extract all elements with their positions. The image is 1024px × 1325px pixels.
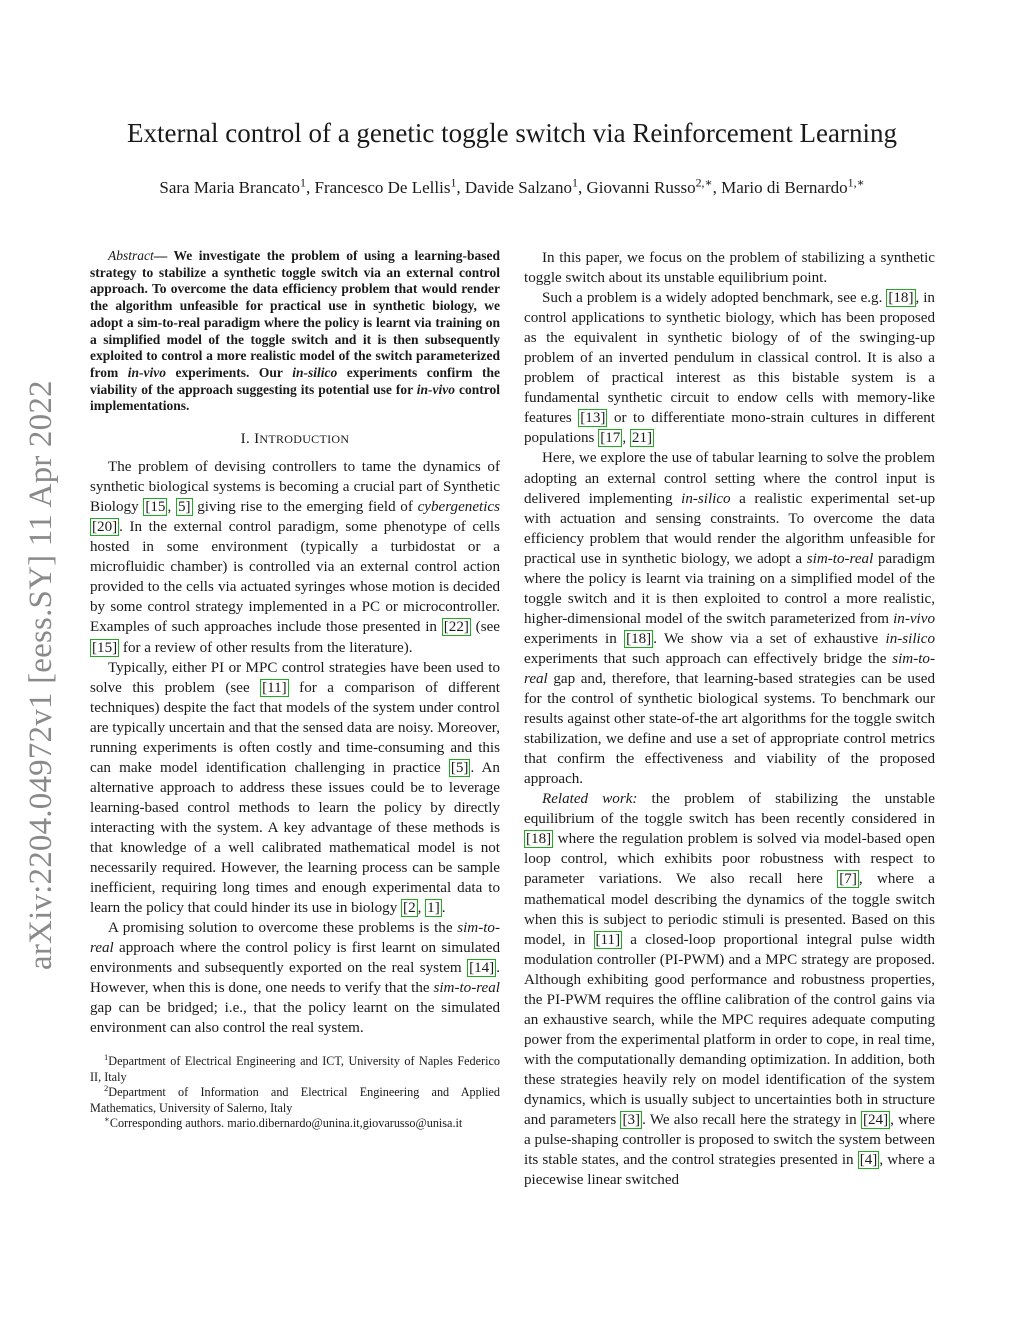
author-name: Sara Maria Brancato bbox=[159, 178, 301, 197]
author-affiliation-mark: 1,∗ bbox=[847, 175, 865, 190]
section-numeral: I. bbox=[240, 431, 255, 448]
citation-link[interactable]: [24] bbox=[862, 1112, 889, 1129]
footnotes bbox=[90, 1054, 500, 1131]
citation-link[interactable]: 1] bbox=[427, 900, 440, 917]
author-affiliation-mark: 1 bbox=[572, 175, 578, 190]
abstract-label: Abstract bbox=[108, 248, 154, 263]
right-column bbox=[524, 248, 935, 1190]
author-affiliation-mark: 1 bbox=[300, 175, 306, 190]
citation-link[interactable]: [4] bbox=[859, 1152, 878, 1169]
citation-link[interactable]: 21] bbox=[631, 430, 653, 447]
citation-link[interactable]: [11] bbox=[595, 931, 621, 948]
paper-title: External control of a genetic toggle switch via Reinforcement Learning bbox=[127, 118, 897, 148]
intro-paragraph-6: Here, we explore the use of tabular learning to solve the problem adopting an external control setting where the control input is delivered implementing in-silico a realistic experimental set-up with actuation and sensing constraints. To overcome the data efficiency problem that would render the algorithm unfeasible for practical use in synthetic biology, we adopt a sim-to-real paradigm where the policy is learnt via training on a simplified model of the toggle switch and it is then exploited to control a more realistic, higher-dimensional model of the switch parameterized from in-vivo experiments in [18] . We show via a set of exhaustive in-silico experiments that such approach can effectively bridge the sim-to-real gap and, therefore, that learning-based strategies can be used for the control of synthetic biological systems. To benchmark our results against other state-of-the art algorithms for the toggle switch stabilization, we define and use a set of appropriate control metrics that confirm the effectiveness and viability of the proposed approach. bbox=[524, 450, 935, 788]
citation-link[interactable]: [18] bbox=[626, 630, 652, 647]
related-work-paragraph: Related work: the problem of stabilizing the unstable equilibrium of the toggle switch has been recently considered in [18] where the regulation problem is solved via model-based open loop control, which exhibits poor robustness with respect to parameter variations. We also recall here [7] , where a mathematical model describing the dynamics of the toggle switch when this is subject to periodic stimuli is presented. Based on this model, in [11] a closed-loop proportional integral pulse width modulation controller (PI-PWM) and a MPC strategy are proposed. Although exhibiting good performance and robustness properties, the PI-PWM requires the offline calibration of the control gains via an exhaustive search, while the MPC requires adequate computing power from the experimental platform in order to cope, in real time, with the computationally demanding optimization. In addition, both these strategies heavily rely on model identification of the system dynamics, which is usually subject to uncertainties both in structure and parameters [3] . We also recall here the strategy in [24] , where a pulse-shaping controller is proposed to switch the system between its stable states, and the control strategies presented in [4] , where a piecewise linear switched bbox=[524, 791, 935, 1189]
related-work-label: Related work: bbox=[542, 791, 638, 808]
footnote-mark: ∗ bbox=[104, 1114, 110, 1124]
citation-link[interactable]: [7] bbox=[839, 871, 857, 888]
author-name: Giovanni Russo bbox=[586, 178, 696, 197]
citation-link[interactable]: [17 bbox=[600, 430, 621, 447]
author-affiliation-mark: 1 bbox=[450, 175, 457, 190]
abstract-paragraph bbox=[90, 248, 500, 415]
citation-link[interactable]: [11] bbox=[262, 679, 287, 696]
citation-link[interactable]: [13] bbox=[580, 410, 606, 427]
left-column bbox=[90, 248, 500, 1131]
citation-link[interactable]: [22] bbox=[443, 619, 469, 636]
citation-link[interactable]: [15 bbox=[145, 499, 166, 516]
citation-link[interactable]: [15] bbox=[92, 639, 118, 656]
footnote-mark: 1 bbox=[104, 1052, 109, 1063]
author-name: Francesco De Lellis bbox=[314, 178, 451, 197]
arxiv-identifier: arXiv:2204.04972v1 [eess.SY] 11 Apr 2022 bbox=[23, 380, 59, 970]
citation-link[interactable]: [20] bbox=[92, 519, 118, 536]
section-title-rest: NTRODUCTION bbox=[259, 432, 350, 447]
section-title-initial: I bbox=[254, 431, 260, 448]
footnote-mark: 2 bbox=[104, 1083, 109, 1094]
abstract-text: control implementations. bbox=[90, 381, 500, 414]
intro-paragraph-3: A promising solution to overcome these problems is the sim-to-real approach where the control policy is first learnt on simulated environments and subsequently exported on the real system [14] . However, when this is done, one needs to verify that the sim-to-real gap can be bridged; i.e., that the policy learnt on the simulated environment can also control the real system. bbox=[90, 920, 500, 1037]
intro-paragraph-1: The problem of devising controllers to tame the dynamics of synthetic biological systems is becoming a crucial part of Synthetic Biology [15 , 5] giving rise to the emerging field of cybergenetics [20] . In the external control paradigm, some phenotype of cells hosted in some environment (typically a turbidostat or a microfluidic chamber) is controlled via an external control action provided to the cells via actuated syringes whose motion is decided by some control strategy implemented in a PC or microcontroller. Examples of such approaches include those presented in [22] (see [15] for a review of other results from the literature). bbox=[90, 459, 500, 656]
citation-link[interactable]: [18] bbox=[888, 290, 914, 307]
abstract-emphasis: in-vivo bbox=[127, 364, 167, 380]
abstract bbox=[90, 248, 500, 415]
abstract-text: experiments. Our bbox=[166, 364, 293, 380]
citation-link[interactable]: [2 bbox=[403, 900, 416, 917]
intro-paragraph-2: Typically, either PI or MPC control strategies have been used to solve this problem (see [11] for a comparison of different techniques) despite the fact that models of the system under control are typically uncertain and that the sensed data are noisy. Moreover, running experiments is often costly and time-consuming and this can make model identification challenging in practice [5] . An alternative approach to address these issues could be to leverage learning-based control methods to learn the policy by directly interacting with the system. A key advantage of these methods is that knowledge of a well calibrated mathematical model is not necessarily required. However, the learning process can be sample inefficient, requiring long times and enough experimental data to learn the policy that could hinder its use in biology [2 , 1] . bbox=[90, 659, 500, 917]
footnote-affiliation-1: $^1$Department of Electrical Engineering and ICT, University of Naples Federico II, Italy bbox=[90, 1052, 500, 1084]
abstract-emphasis: in-vivo bbox=[416, 381, 456, 397]
intro-paragraph-4: In this paper, we focus on the problem of stabilizing a synthetic toggle switch about its unstable equilibrium point. bbox=[524, 250, 935, 287]
footnote-affiliation-2: $^2$Department of Information and Electrical Engineering and Applied Mathematics, University of Salerno, Italy bbox=[90, 1083, 500, 1115]
citation-link[interactable]: [14] bbox=[469, 960, 495, 977]
citation-link[interactable]: [5] bbox=[450, 759, 469, 776]
author-name: Davide Salzano bbox=[464, 178, 573, 197]
author-affiliation-mark: 2,∗ bbox=[695, 175, 713, 190]
abstract-text: experiments confirm the viability of the approach suggesting its potential use for bbox=[90, 364, 500, 397]
abstract-emphasis: in-silico bbox=[292, 364, 338, 380]
intro-paragraph-5: Such a problem is a widely adopted benchmark, see e.g. [18] , in control applications to synthetic biology, which has been proposed as the equivalent in synthetic biology of of the swinging-up problem of an inverted pendulum in classical control. It is also a problem of practical interest as this bistable system is a fundamental synthetic circuit to endow cells with memory-like features [13] or to differentiate mono-strain cultures in different populations [17 , 21] bbox=[524, 290, 935, 447]
citation-link[interactable]: [18] bbox=[526, 831, 552, 848]
section-heading-introduction bbox=[90, 429, 500, 449]
citation-link[interactable]: 5] bbox=[177, 499, 191, 516]
citation-link[interactable]: [3] bbox=[622, 1112, 641, 1129]
abstract-dash: — bbox=[153, 248, 174, 263]
author-name: Mario di Bernardo bbox=[721, 178, 848, 197]
footnote-corresponding: ∗Corresponding authors. mario.dibernardo@unina.it,giovarusso@unisa.it bbox=[104, 1114, 463, 1131]
author-list: Sara Maria Brancato$^1$, Francesco De Lellis$^1$, Davide Salzano$^1$, Giovanni Russo$^{2,∗}$, Mario di Bernardo$^{1,∗}$ bbox=[159, 175, 865, 197]
abstract-text: We investigate the problem of using a learning-based strategy to stabilize a synthetic toggle switch via an external control approach. To overcome the data efficiency problem that would render the algorithm unfeasible for practical use in synthetic biology, we adopt a sim-to-real paradigm where the policy is learnt via training on a simplified model of the toggle switch and it is then subsequently exploited to control a more realistic model of the switch parameterized from bbox=[90, 248, 500, 380]
